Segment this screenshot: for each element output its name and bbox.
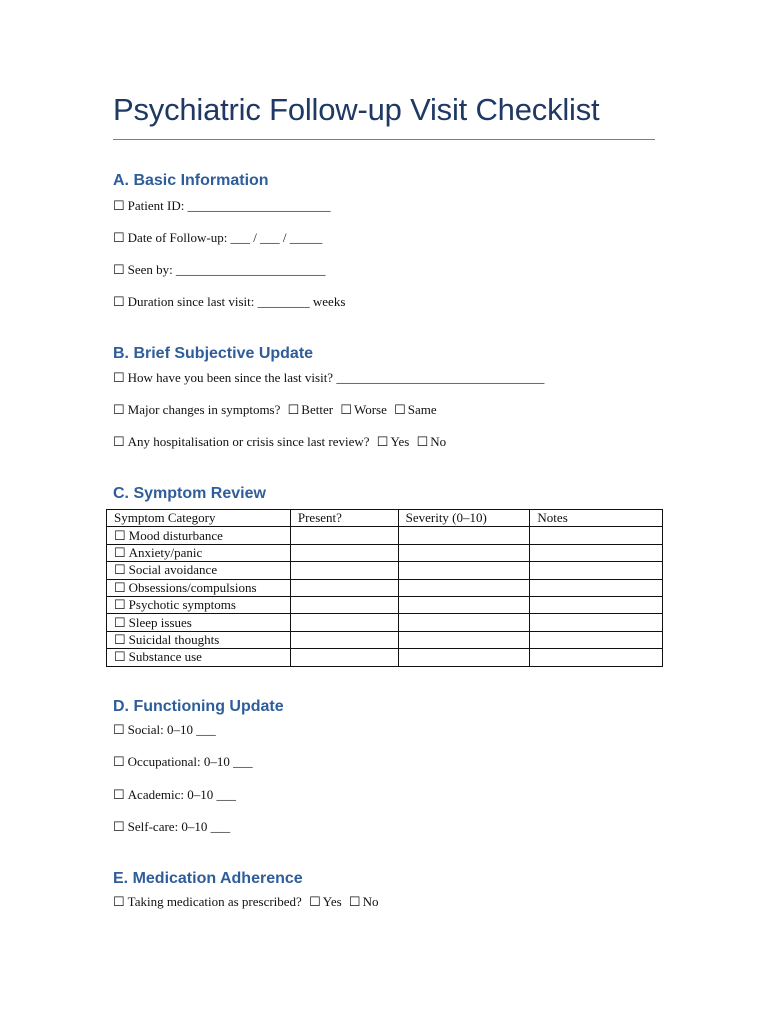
checkbox[interactable]: ☐ [113,402,125,417]
since-last-visit-label: How have you been since the last visit? ________________________________ [127,370,545,385]
checkbox[interactable]: ☐ [113,294,125,309]
medication-adherence-item[interactable] [113,894,378,910]
checkbox[interactable]: ☐ [113,434,125,449]
option-no: No [430,434,447,449]
symptom-cell[interactable] [107,527,291,544]
symptom-cell[interactable] [107,649,291,666]
option-no: No [362,894,379,909]
checkbox[interactable]: ☐ [114,562,126,578]
table-row [107,614,663,631]
hospitalisation-label: Any hospitalisation or crisis since last review? [127,434,370,449]
present-cell[interactable] [290,544,398,561]
checkbox[interactable]: ☐ [114,544,126,560]
severity-cell[interactable] [398,614,530,631]
checkbox[interactable]: ☐ [114,614,126,630]
followup-date-label: Date of Follow-up: ___ / ___ / _____ [127,230,323,245]
self-care-functioning-item[interactable] [113,819,230,835]
option-better: Better [301,402,334,417]
seen-by-label: Seen by: _______________________ [127,262,326,277]
column-header: Notes [530,510,663,527]
option-worse: Worse [353,402,387,417]
medication-label: Taking medication as prescribed? [127,894,302,909]
section-a-heading: A. Basic Information [113,172,269,189]
checkbox[interactable]: ☐ [113,722,125,737]
option-yes: Yes [322,894,342,909]
checkbox[interactable]: ☐ [113,230,125,245]
symptom-label: Anxiety/panic [128,544,203,560]
section-d-heading: D. Functioning Update [113,698,284,715]
symptom-label: Suicidal thoughts [128,631,220,647]
notes-cell[interactable] [530,649,663,666]
checkbox-yes[interactable]: ☐ [376,434,389,449]
symptom-cell[interactable] [107,579,291,596]
checkbox[interactable]: ☐ [114,649,126,665]
table-row [107,649,663,666]
notes-cell[interactable] [530,544,663,561]
section-e-heading: E. Medication Adherence [113,870,303,887]
followup-date-item[interactable] [113,230,322,246]
checkbox[interactable]: ☐ [113,370,125,385]
social-label: Social: 0–10 ___ [127,722,216,737]
table-row [107,631,663,648]
checkbox[interactable]: ☐ [113,787,125,802]
page-title: Psychiatric Follow-up Visit Checklist [113,92,600,127]
self-care-label: Self-care: 0–10 ___ [127,819,231,834]
present-cell[interactable] [290,596,398,613]
table-header-row [107,510,663,527]
section-c-heading: C. Symptom Review [113,485,266,502]
checkbox-worse[interactable]: ☐ [340,402,352,417]
symptom-change-label: Major changes in symptoms? [127,402,281,417]
checkbox[interactable]: ☐ [113,754,125,769]
checkbox[interactable]: ☐ [113,262,125,277]
symptom-cell[interactable] [107,614,291,631]
notes-cell[interactable] [530,562,663,579]
table-row [107,596,663,613]
severity-cell[interactable] [398,596,530,613]
social-functioning-item[interactable] [113,722,216,738]
checkbox[interactable]: ☐ [114,597,126,613]
column-header: Severity (0–10) [398,510,530,527]
checkbox[interactable]: ☐ [113,198,125,213]
symptom-label: Substance use [128,649,202,665]
symptom-cell[interactable] [107,631,291,648]
severity-cell[interactable] [398,579,530,596]
checkbox[interactable]: ☐ [114,631,126,647]
symptom-label: Social avoidance [128,562,218,578]
column-header: Symptom Category [107,510,291,527]
severity-cell[interactable] [398,527,530,544]
table-row [107,527,663,544]
symptom-cell[interactable] [107,562,291,579]
checkbox-yes[interactable]: ☐ [309,894,321,909]
since-last-visit-item[interactable] [113,370,544,386]
present-cell[interactable] [290,649,398,666]
symptom-cell[interactable] [107,596,291,613]
symptom-label: Sleep issues [128,614,192,630]
section-b-heading: B. Brief Subjective Update [113,345,314,362]
notes-cell[interactable] [530,596,663,613]
option-same: Same [407,402,437,417]
present-cell[interactable] [290,579,398,596]
checkbox-no[interactable]: ☐ [416,434,429,449]
notes-cell[interactable] [530,631,663,648]
severity-cell[interactable] [398,562,530,579]
seen-by-item[interactable] [113,262,326,278]
patient-id-item[interactable] [113,198,331,214]
present-cell[interactable] [290,631,398,648]
severity-cell[interactable] [398,631,530,648]
notes-cell[interactable] [530,579,663,596]
table-row [107,579,663,596]
checkbox[interactable]: ☐ [113,894,125,909]
hospitalisation-item[interactable] [113,434,446,450]
notes-cell[interactable] [530,614,663,631]
checkbox[interactable]: ☐ [114,527,126,543]
patient-id-label: Patient ID: ______________________ [127,198,331,213]
symptom-cell[interactable] [107,544,291,561]
present-cell[interactable] [290,614,398,631]
checkbox[interactable]: ☐ [114,579,126,595]
severity-cell[interactable] [398,649,530,666]
severity-cell[interactable] [398,544,530,561]
duration-label: Duration since last visit: ________ weeks [127,294,346,309]
symptom-label: Mood disturbance [128,527,223,543]
checkbox-better[interactable]: ☐ [287,402,300,417]
checkbox-no[interactable]: ☐ [348,894,361,909]
symptom-review-table [106,509,663,667]
table-row [107,544,663,561]
academic-label: Academic: 0–10 ___ [127,787,236,802]
symptom-label: Psychotic symptoms [128,597,236,613]
title-underline [113,139,655,140]
table-row [107,562,663,579]
present-cell[interactable] [290,527,398,544]
symptom-change-item[interactable] [113,402,437,418]
occupational-functioning-item[interactable] [113,754,253,770]
duration-item[interactable] [113,294,345,310]
academic-functioning-item[interactable] [113,787,236,803]
occupational-label: Occupational: 0–10 ___ [127,754,253,769]
notes-cell[interactable] [530,527,663,544]
checkbox-same[interactable]: ☐ [394,402,406,417]
checkbox[interactable]: ☐ [113,819,125,834]
column-header: Present? [290,510,398,527]
option-yes: Yes [390,434,410,449]
symptom-label: Obsessions/compulsions [128,579,257,595]
present-cell[interactable] [290,562,398,579]
